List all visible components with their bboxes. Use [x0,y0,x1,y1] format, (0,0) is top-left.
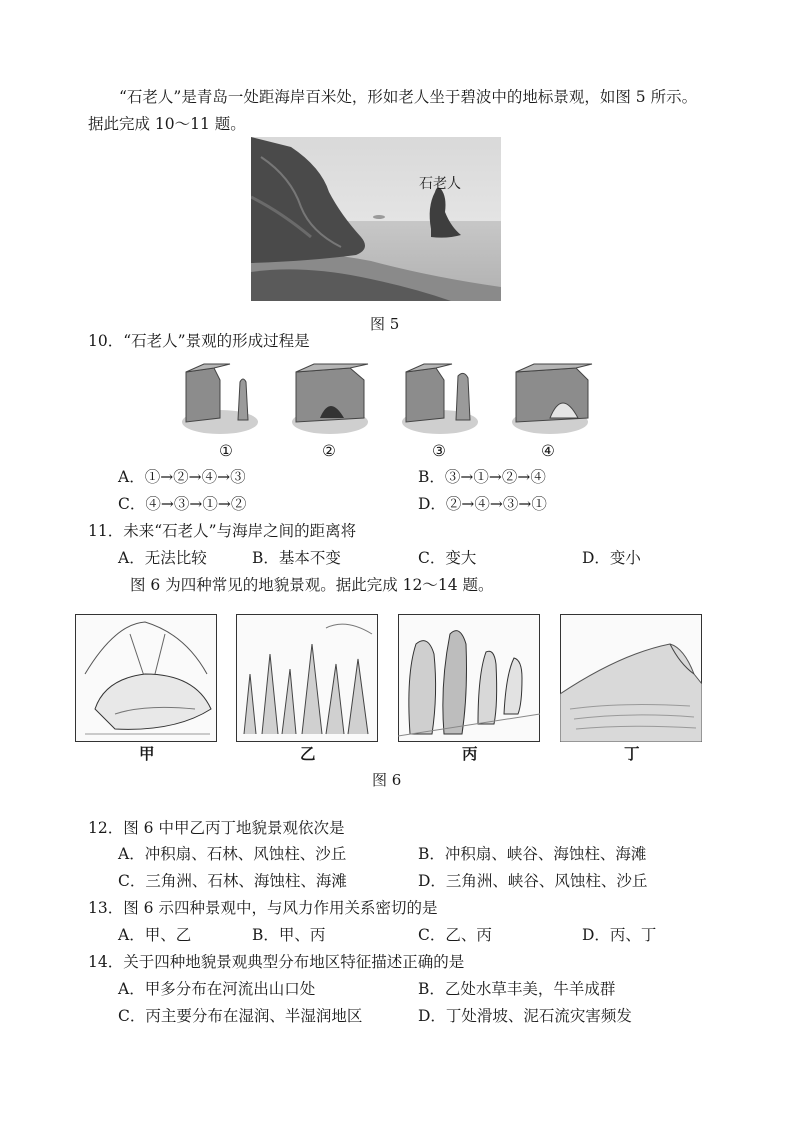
question-10-diagrams [180,360,600,444]
stage-label-3: ③ [432,442,446,460]
question-13-option-c: C．乙、丙 [418,926,492,944]
question-11-stem: 11．未来“石老人”与海岸之间的距离将 [88,522,357,540]
figure-5-photo [251,137,501,301]
question-14-option-d: D．丁处滑坡、泥石流灾害频发 [418,1007,632,1025]
question-12-option-d: D．三角洲、峡谷、风蚀柱、沙丘 [418,872,648,890]
figure-6-panel-bing [398,614,540,742]
question-14-stem: 14．关于四种地貌景观典型分布地区特征描述正确的是 [88,953,465,971]
question-12-option-c: C．三角洲、石林、海蚀柱、海滩 [118,872,347,890]
question-11-option-c: C．变大 [418,549,477,567]
question-10-option-b: B．③→①→②→④ [418,468,546,486]
figure-5-caption: 图 5 [370,315,400,333]
stage-4-diagram [512,364,592,434]
question-14-option-c: C．丙主要分布在湿润、半湿润地区 [118,1007,363,1025]
stage-2-diagram [292,364,368,434]
question-10-option-d: D．②→④→③→① [418,495,547,513]
figure-6-label-jia: 甲 [139,744,155,763]
stage-label-1: ① [219,442,233,460]
question-12-option-a: A．冲积扇、石林、风蚀柱、沙丘 [118,845,347,863]
intro-paragraph-1: “石老人”是青岛一处距海岸百米处，形如老人坐于碧波中的地标景观，如图 5 所示。据此完成 10～11 题。 [88,88,698,133]
question-13-option-d: D．丙、丁 [582,926,657,944]
question-10-option-a: A．①→②→④→③ [118,468,246,486]
figure-6-caption: 图 6 [372,771,402,789]
figure-6-panel-ding [560,614,702,742]
question-13-stem: 13．图 6 示四种景观中，与风力作用关系密切的是 [88,899,438,917]
question-11-option-a: A．无法比较 [118,549,207,567]
figure-6-label-ding: 丁 [624,744,640,763]
figure-6-panel-jia [75,614,217,742]
figure-6-label-yi: 乙 [300,744,316,763]
question-12-stem: 12．图 6 中甲乙丙丁地貌景观依次是 [88,819,345,837]
question-13-option-b: B．甲、丙 [252,926,326,944]
figure-6-label-bing: 丙 [462,744,478,763]
stage-3-diagram [402,364,478,434]
stage-label-2: ② [322,442,336,460]
intro-paragraph-2: 图 6 为四种常见的地貌景观。据此完成 12～14 题。 [130,576,494,594]
question-14-option-b: B．乙处水草丰美，牛羊成群 [418,980,616,998]
question-12-option-b: B．冲积扇、峡谷、海蚀柱、海滩 [418,845,647,863]
question-14-option-a: A．甲多分布在河流出山口处 [118,980,316,998]
question-11-option-d: D．变小 [582,549,641,567]
question-10-option-c: C．④→③→①→② [118,495,247,513]
figure-5-label: 石老人 [419,176,461,192]
figure-6-panel-yi [236,614,378,742]
stage-1-diagram [182,364,258,434]
erosion-stage-diagrams [180,360,600,440]
stage-label-4: ④ [541,442,555,460]
question-13-option-a: A．甲、乙 [118,926,192,944]
question-10-stem: 10．“石老人”景观的形成过程是 [88,332,310,350]
question-11-option-b: B．基本不变 [252,549,341,567]
